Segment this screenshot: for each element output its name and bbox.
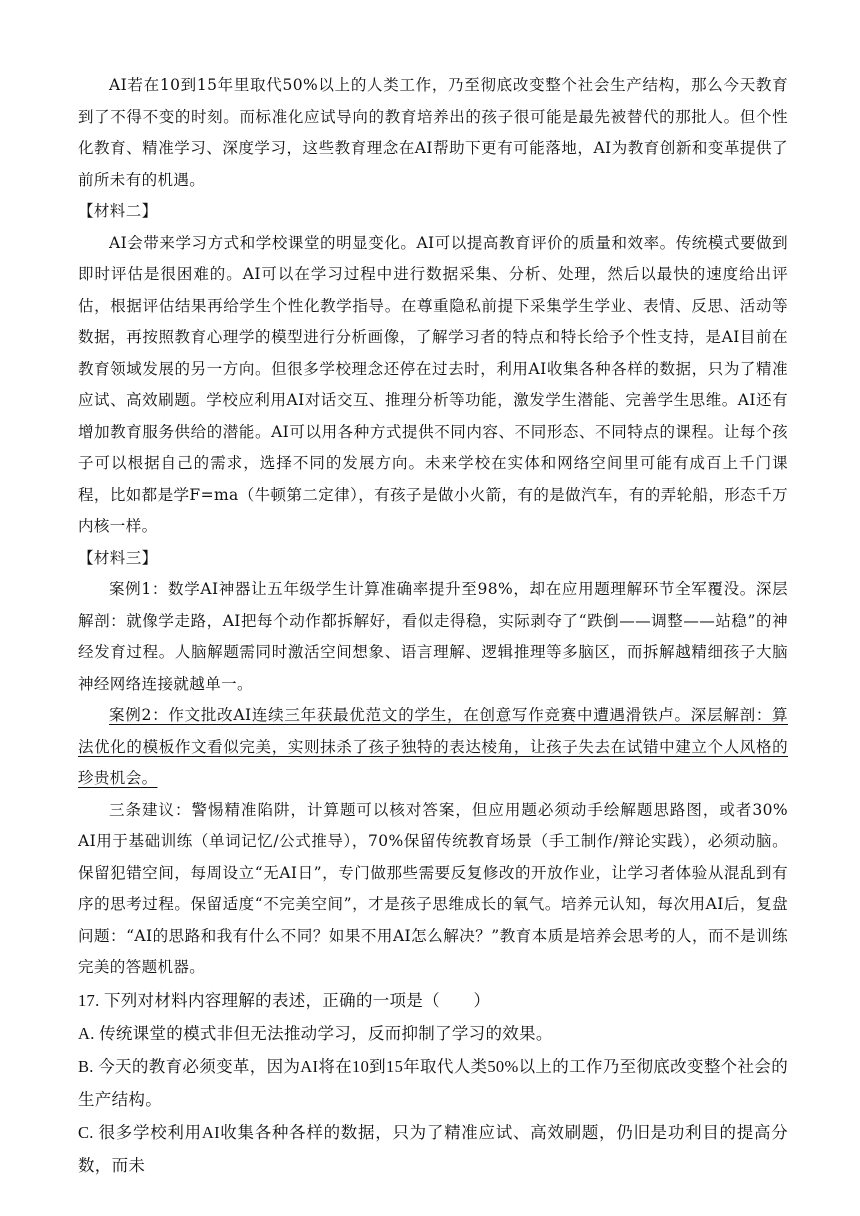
- paragraph-case-1: 案例1：数学AI神器让五年级学生计算准确率提升至98%，却在应用题理解环节全军覆没。深层解剖：就像学走路，AI把每个动作都拆解好，看似走得稳，实际剥夺了“跌倒——调整——站稳”的神经发育过程。人脑解题需同时激活空间想象、语言理解、逻辑推理等多脑区，而拆解越精细孩子大脑神经网络连接就越单一。: [78, 580, 788, 693]
- question-stem: 17. 下列对材料内容理解的表述，正确的一项是（ ）: [78, 990, 491, 1010]
- section-heading-material-3: 【材料三】: [78, 548, 158, 567]
- option-c: C. 很多学校利用AI收集各种各样的数据，只为了精准应试、高效刷题，仍旧是功利目的提高分数，而未: [78, 1122, 788, 1175]
- section-heading-material-2: 【材料二】: [78, 202, 158, 220]
- option-b: B. 今天的教育必须变革，因为AI将在10到15年取代人类50%以上的工作乃至彻底改变整个社会的生产结构。: [78, 1056, 788, 1109]
- case-2-underlined-text: 案例2：作文批改AI连续三年获最优范文的学生，在创意写作竞赛中遭遇滑铁卢。深层解剖：算法优化的模板作文看似完美，实则抹杀了孩子独特的表达棱角，让孩子失去在试错中建立个人风格的珍贵机会。: [78, 706, 788, 787]
- paragraph-material-2: AI会带来学习方式和学校课堂的明显变化。AI可以提高教育评价的质量和效率。传统模式要做到即时评估是很困难的。AI可以在学习过程中进行数据采集、分析、处理，然后以最快的速度给出评估，根据评估结果再给学生个性化教学指导。在尊重隐私前提下采集学生学业、表情、反思、活动等数据，再按照教育心理学的模型进行分析画像，了解学习者的特点和特长给予个性支持，是AI目前在教育领域发展的另一方向。但很多学校理念还停在过去时，利用AI收集各种各样的数据，只为了精准应试、高效刷题。学校应利用AI对话交互、推理分析等功能，激发学生潜能、完善学生思维。AI还有增加教育服务供给的潜能。AI可以用各种方式提供不同内容、不同形态、不同特点的课程。让每个孩子可以根据自己的需求，选择不同的发展方向。未来学校在实体和网络空间里可能有成百上千门课程，比如都是学F=ma（牛顿第二定律），有孩子是做小火箭，有的是做汽车，有的弄轮船，形态千万内核一样。: [78, 233, 788, 535]
- option-a: A. 传统课堂的模式非但无法推动学习，反而抑制了学习的效果。: [78, 1023, 553, 1043]
- paragraph-case-2: [78, 700, 788, 795]
- paragraph-three-suggestions: 三条建议：警惕精准陷阱，计算题可以核对答案，但应用题必须动手绘解题思路图，或者30% AI用于基础训练（单词记忆/公式推导），70%保留传统教育场景（手工制作/辩论实践），必须动脑。保留犯错空间，每周设立“无AI日”，专门做那些需要反复修改的开放作业，让学习者体验从混乱到有序的思考过程。保留适度“不完美空间”，才是孩子思维成长的氧气。培养元认知，每次用AI后，复盘问题：“AI的思路和我有什么不同？如果不用AI怎么解决？”教育本质是培养会思考的人，而不是训练完美的答题机器。: [78, 800, 788, 976]
- paragraph-ai-replacing-jobs: AI若在10到15年里取代50%以上的人类工作，乃至彻底改变整个社会生产结构，那么今天教育到了不得不变的时刻。而标准化应试导向的教育培养出的孩子很可能是最先被替代的那批人。但个性化教育、精准学习、深度学习，这些教育理念在AI帮助下更有可能落地，AI为教育创新和变革提供了前所未有的机遇。: [78, 76, 788, 189]
